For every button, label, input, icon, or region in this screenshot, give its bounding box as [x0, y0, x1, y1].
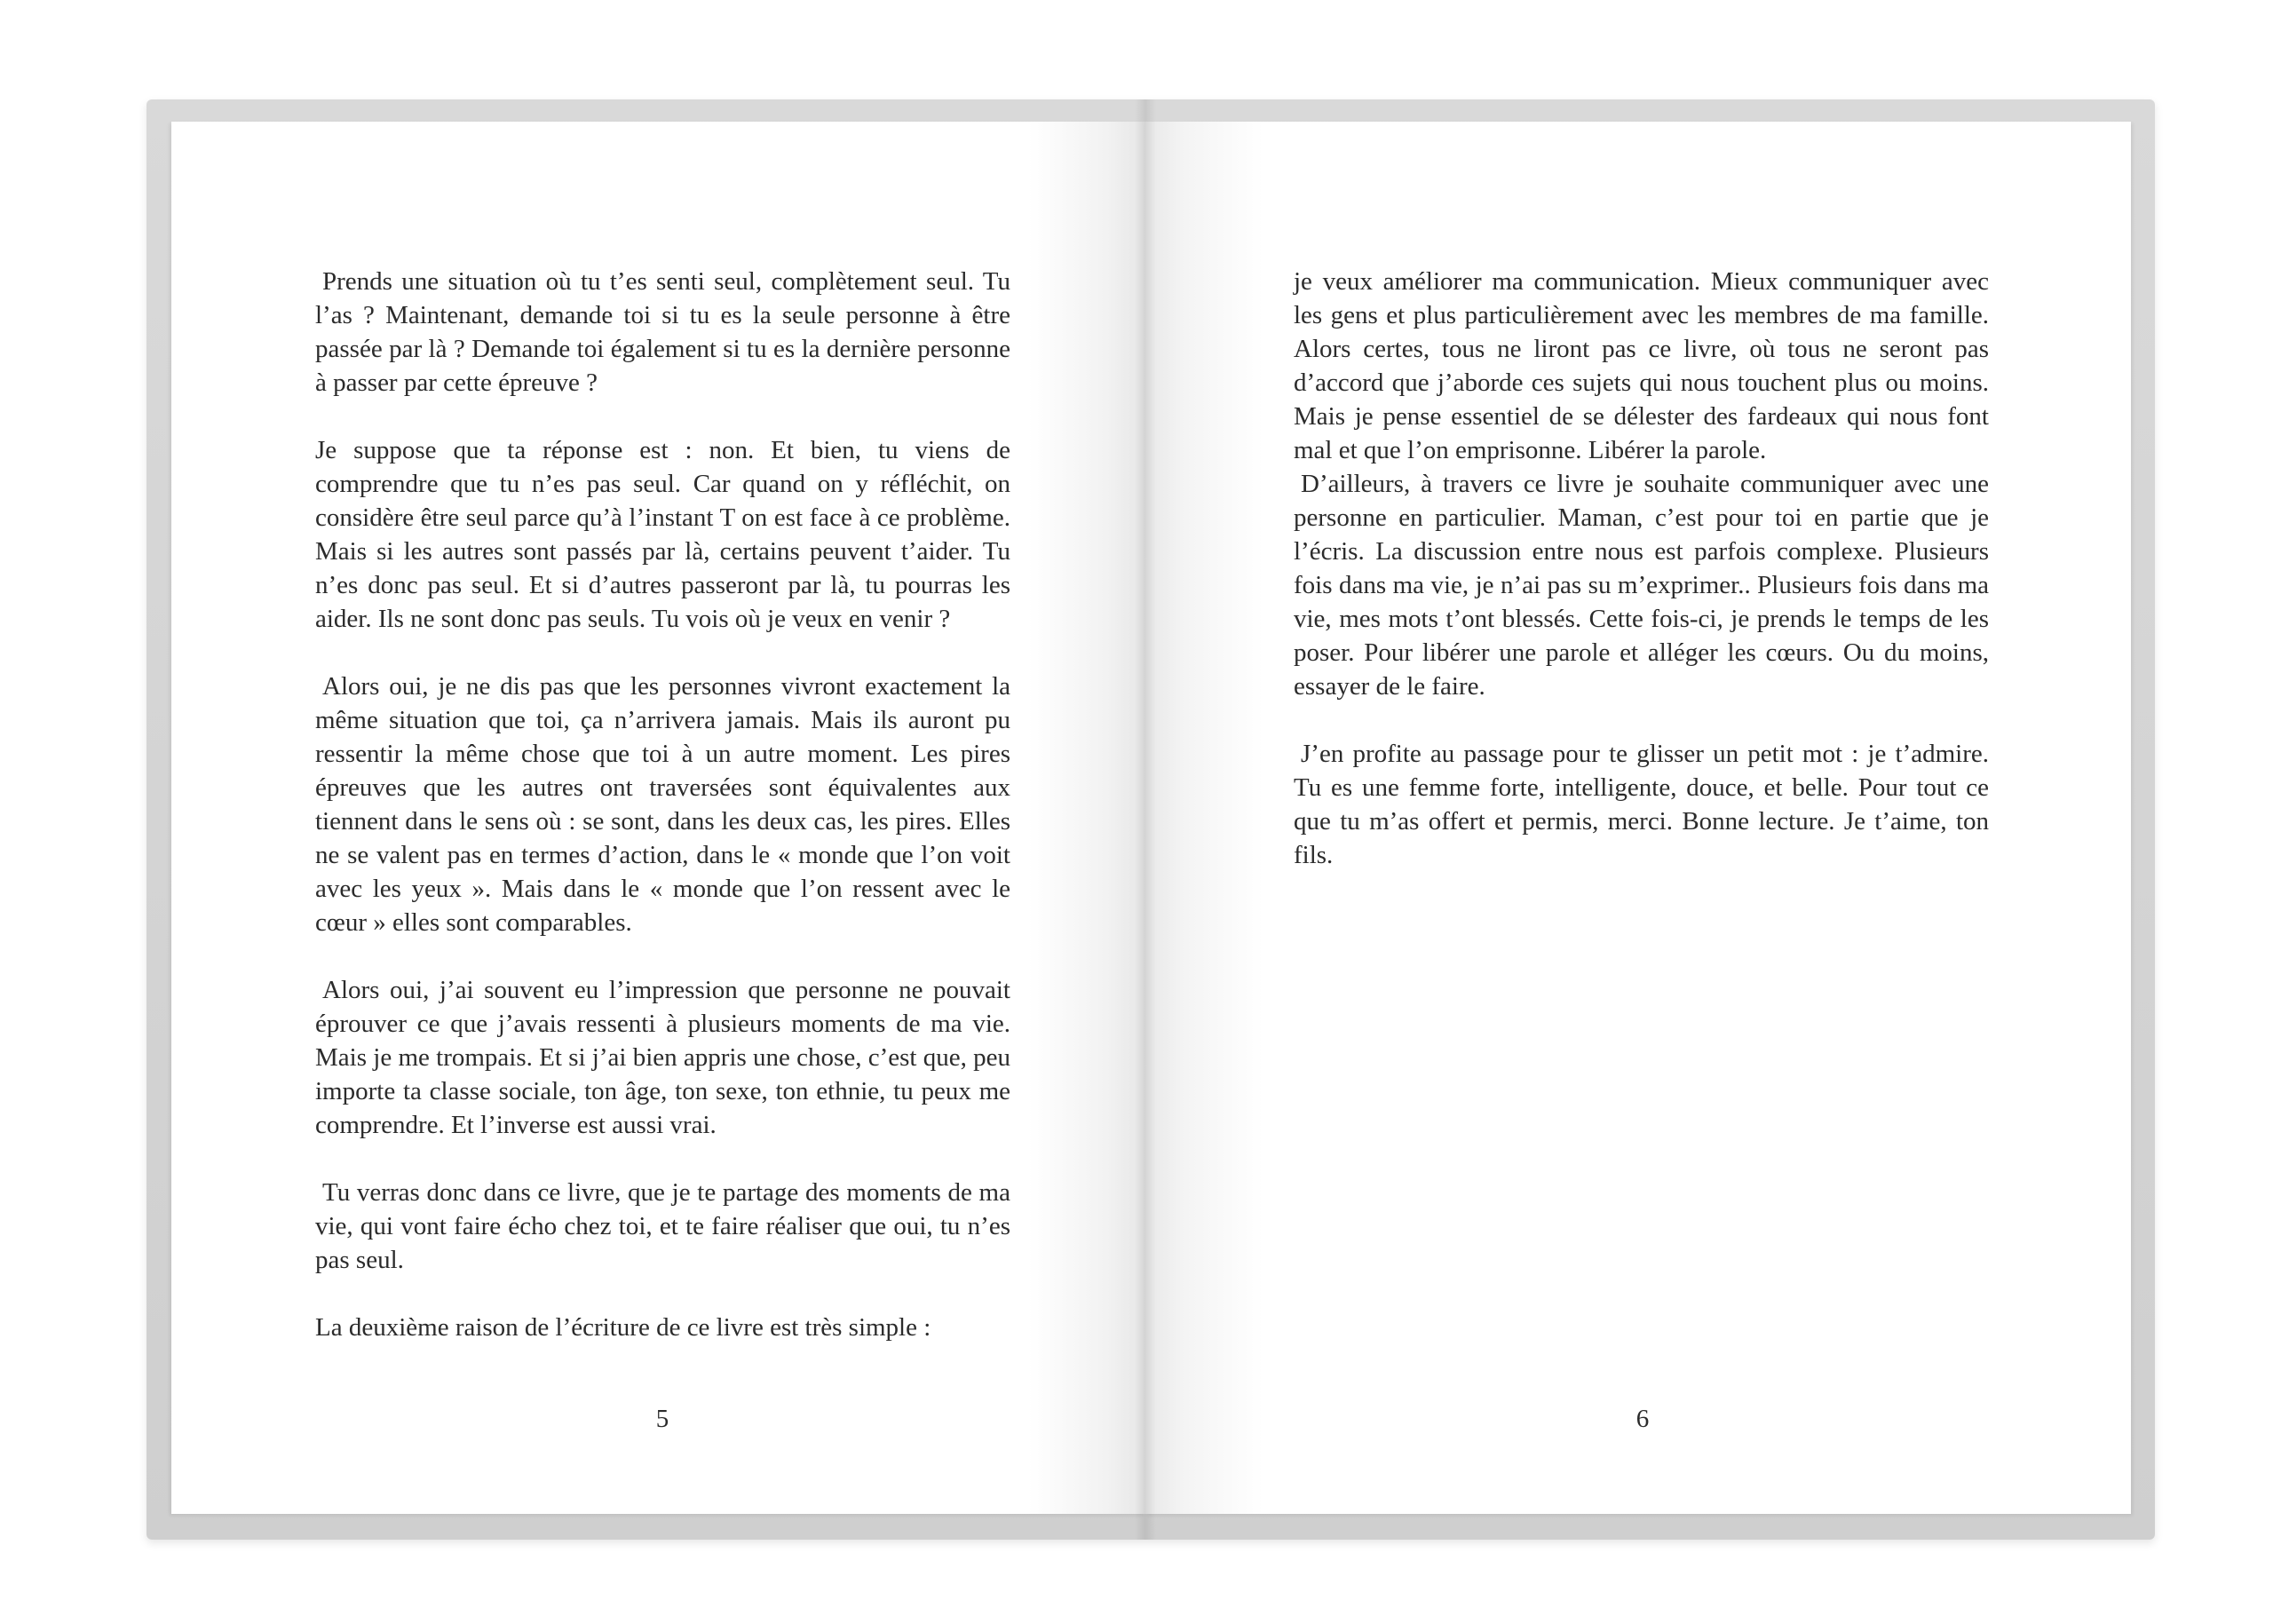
- paragraph: J’en profite au passage pour te glisser un petit mot : je t’admire. Tu es une femme forte, intelligente, douce, et belle. Pour tout ce que tu m’as offert et permis, merci. Bonne lecture. Je t’aime, ton fils.: [1294, 740, 1989, 869]
- paragraph: Je suppose que ta réponse est : non. Et bien, tu viens de comprendre que tu n’es pas seul. Car quand on y réfléchit, on considère être seul parce qu’à l’instant T on est face à ce problème. Mais si les autres sont passés par là, certains peuvent t’aider. Tu n’es donc pas seul. Et si d’autres passeront par là, tu pourras les aider. Ils ne sont donc pas seuls. Tu vois où je veux en venir ?: [315, 436, 1010, 633]
- paragraph: Prends une situation où tu t’es senti seul, complètement seul. Tu l’as ? Maintenant, demande toi si tu es la seule personne à être passée par là ? Demande toi également si tu es la dernière personne à passer par cette épreuve ?: [315, 267, 1010, 397]
- paragraph: Alors oui, je ne dis pas que les personnes vivront exactement la même situation que toi, ça n’arrivera jamais. Mais ils auront pu ressentir la même chose que toi à un autre moment. Les pires épreuves que les autres ont traversées sont équivalentes aux tiennent dans le sens où : se sont, dans les deux cas, les pires. Elles ne se valent pas en termes d’action, dans le « monde que l’on voit avec les yeux ». Mais dans le « monde que l’on ressent avec le cœur » elles sont comparables.: [315, 672, 1010, 937]
- right-page-text: [1294, 265, 1989, 872]
- paragraph: D’ailleurs, à travers ce livre je souhaite communiquer avec une personne en particulier. Maman, c’est pour toi en partie que je l’écris. La discussion entre nous est parfois complexe. Plusieurs fois dans ma vie, je n’ai pas su m’exprimer.. Plusieurs fois dans ma vie, mes mots t’ont blessés. Cette fois-ci, je prends le temps de les poser. Pour libérer une parole et alléger les cœurs. Ou du moins, essayer de le faire.: [1294, 470, 1989, 701]
- paragraph: Alors oui, j’ai souvent eu l’impression que personne ne pouvait éprouver ce que j’avais ressenti à plusieurs moments de ma vie. Mais je me trompais. Et si j’ai bien appris une chose, c’est que, peu importe ta classe sociale, ton âge, ton sexe, ton ethnie, tu peux me comprendre. Et l’inverse est aussi vrai.: [315, 976, 1010, 1139]
- paragraph: La deuxième raison de l’écriture de ce livre est très simple :: [315, 1313, 931, 1342]
- page-number-right: 6: [1635, 1405, 1650, 1433]
- book-spine: [1135, 99, 1156, 1540]
- left-page-text: [315, 265, 1010, 1344]
- paragraph: Tu verras donc dans ce livre, que je te partage des moments de ma vie, qui vont faire écho chez toi, et te faire réaliser que oui, tu n’es pas seul.: [315, 1178, 1010, 1274]
- page-number-left: 5: [655, 1405, 669, 1433]
- paragraph: je veux améliorer ma communication. Mieux communiquer avec les gens et plus particulièrement avec les membres de ma famille. Alors certes, tous ne liront pas ce livre, où tous ne seront pas d’accord que j’aborde ces sujets qui nous touchent plus ou moins. Mais je pense essentiel de se délester des fardeaux qui nous font mal et que l’on emprisonne. Libérer la parole.: [1294, 267, 1989, 464]
